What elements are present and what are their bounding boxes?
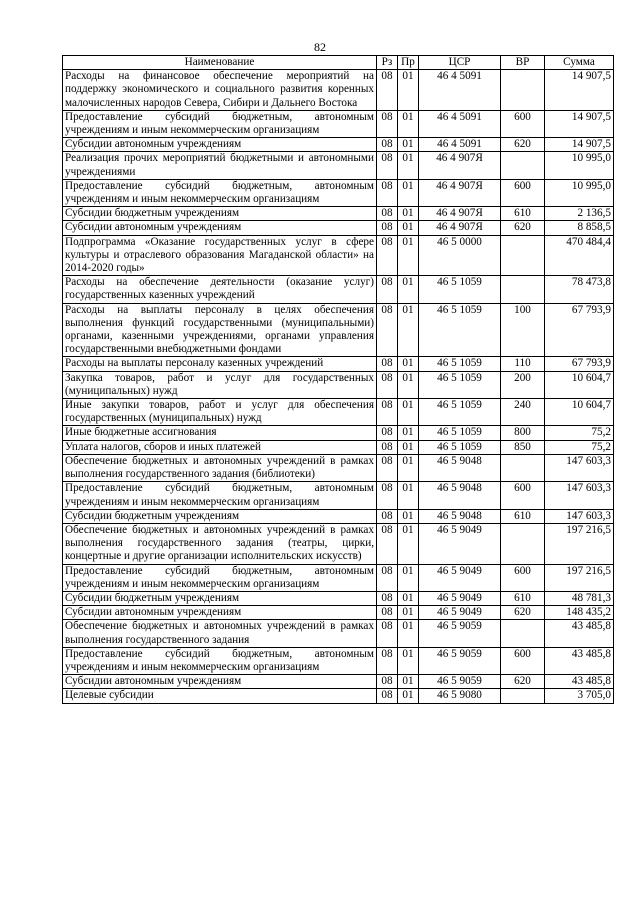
cell-rz: 08 xyxy=(377,675,398,689)
cell-pr: 01 xyxy=(398,179,419,206)
cell-rz: 08 xyxy=(377,138,398,152)
cell-name: Субсидии автономным учреждениям xyxy=(63,221,377,235)
header-vr: ВР xyxy=(501,56,545,70)
cell-vr: 100 xyxy=(501,303,545,357)
cell-rz: 08 xyxy=(377,591,398,605)
table-row xyxy=(63,235,614,276)
table-row xyxy=(63,675,614,689)
cell-rz: 08 xyxy=(377,179,398,206)
table-row xyxy=(63,303,614,357)
cell-pr: 01 xyxy=(398,523,419,564)
cell-rz: 08 xyxy=(377,564,398,591)
table-row xyxy=(63,454,614,481)
cell-sum: 147 603,3 xyxy=(545,509,614,523)
cell-rz: 08 xyxy=(377,235,398,276)
cell-csr: 46 5 9048 xyxy=(419,482,501,509)
cell-rz: 08 xyxy=(377,276,398,303)
cell-csr: 46 5 9049 xyxy=(419,523,501,564)
cell-name: Предоставление субсидий бюджетным, автономным учреждениям и иным некоммерческим организациям xyxy=(63,179,377,206)
cell-rz: 08 xyxy=(377,110,398,137)
cell-vr xyxy=(501,523,545,564)
cell-pr: 01 xyxy=(398,591,419,605)
cell-rz: 08 xyxy=(377,509,398,523)
table-row xyxy=(63,620,614,647)
cell-rz: 08 xyxy=(377,482,398,509)
cell-rz: 08 xyxy=(377,303,398,357)
cell-vr xyxy=(501,454,545,481)
table-row xyxy=(63,276,614,303)
table-row xyxy=(63,426,614,440)
cell-vr: 620 xyxy=(501,606,545,620)
cell-sum: 8 858,5 xyxy=(545,221,614,235)
cell-vr: 600 xyxy=(501,647,545,674)
cell-csr: 46 5 1059 xyxy=(419,440,501,454)
cell-vr: 240 xyxy=(501,399,545,426)
cell-sum: 48 781,3 xyxy=(545,591,614,605)
cell-sum: 43 485,8 xyxy=(545,647,614,674)
cell-csr: 46 5 1059 xyxy=(419,357,501,371)
cell-sum: 3 705,0 xyxy=(545,689,614,703)
cell-pr: 01 xyxy=(398,509,419,523)
cell-name: Целевые субсидии xyxy=(63,689,377,703)
cell-rz: 08 xyxy=(377,426,398,440)
cell-sum: 10 995,0 xyxy=(545,179,614,206)
cell-vr: 110 xyxy=(501,357,545,371)
cell-vr: 600 xyxy=(501,482,545,509)
cell-sum: 75,2 xyxy=(545,440,614,454)
cell-vr: 620 xyxy=(501,221,545,235)
cell-pr: 01 xyxy=(398,152,419,179)
cell-name: Субсидии бюджетным учреждениям xyxy=(63,509,377,523)
table-row xyxy=(63,221,614,235)
cell-sum: 78 473,8 xyxy=(545,276,614,303)
cell-pr: 01 xyxy=(398,689,419,703)
cell-csr: 46 5 9059 xyxy=(419,620,501,647)
table-row xyxy=(63,357,614,371)
cell-pr: 01 xyxy=(398,482,419,509)
cell-sum: 197 216,5 xyxy=(545,564,614,591)
cell-rz: 08 xyxy=(377,454,398,481)
cell-sum: 147 603,3 xyxy=(545,454,614,481)
table-row xyxy=(63,152,614,179)
cell-sum: 10 995,0 xyxy=(545,152,614,179)
cell-sum: 67 793,9 xyxy=(545,303,614,357)
cell-name: Субсидии автономным учреждениям xyxy=(63,138,377,152)
cell-vr xyxy=(501,276,545,303)
cell-sum: 470 484,4 xyxy=(545,235,614,276)
cell-csr: 46 5 0000 xyxy=(419,235,501,276)
cell-csr: 46 4 907Я xyxy=(419,207,501,221)
header-csr: ЦСР xyxy=(419,56,501,70)
budget-table xyxy=(62,55,614,704)
cell-csr: 46 5 1059 xyxy=(419,399,501,426)
table-row xyxy=(63,399,614,426)
cell-pr: 01 xyxy=(398,564,419,591)
cell-pr: 01 xyxy=(398,138,419,152)
header-pr: Пр xyxy=(398,56,419,70)
table-row xyxy=(63,70,614,111)
cell-csr: 46 5 9059 xyxy=(419,647,501,674)
cell-pr: 01 xyxy=(398,647,419,674)
header-row xyxy=(63,56,614,70)
cell-pr: 01 xyxy=(398,606,419,620)
cell-csr: 46 5 9080 xyxy=(419,689,501,703)
cell-name: Обеспечение бюджетных и автономных учреждений в рамках выполнения государственного задания (театры, цирки, концертные и другие организации исполнительских искусств) xyxy=(63,523,377,564)
cell-sum: 14 907,5 xyxy=(545,70,614,111)
cell-name: Расходы на выплаты персоналу казенных учреждений xyxy=(63,357,377,371)
header-rz: Рз xyxy=(377,56,398,70)
cell-name: Субсидии автономным учреждениям xyxy=(63,606,377,620)
cell-name: Субсидии автономным учреждениям xyxy=(63,675,377,689)
cell-pr: 01 xyxy=(398,426,419,440)
cell-csr: 46 4 907Я xyxy=(419,221,501,235)
table-row xyxy=(63,482,614,509)
cell-csr: 46 5 9049 xyxy=(419,606,501,620)
cell-rz: 08 xyxy=(377,523,398,564)
table-row xyxy=(63,440,614,454)
cell-name: Расходы на обеспечение деятельности (оказание услуг) государственных казенных учреждений xyxy=(63,276,377,303)
cell-pr: 01 xyxy=(398,235,419,276)
cell-csr: 46 5 9059 xyxy=(419,675,501,689)
cell-pr: 01 xyxy=(398,221,419,235)
cell-pr: 01 xyxy=(398,357,419,371)
header-name: Наименование xyxy=(63,56,377,70)
cell-vr: 600 xyxy=(501,179,545,206)
cell-csr: 46 4 5091 xyxy=(419,138,501,152)
cell-sum: 148 435,2 xyxy=(545,606,614,620)
cell-rz: 08 xyxy=(377,440,398,454)
header-sum: Сумма xyxy=(545,56,614,70)
cell-csr: 46 4 5091 xyxy=(419,110,501,137)
cell-name: Реализация прочих мероприятий бюджетными и автономными учреждениями xyxy=(63,152,377,179)
cell-pr: 01 xyxy=(398,207,419,221)
table-row xyxy=(63,371,614,398)
cell-sum: 43 485,8 xyxy=(545,675,614,689)
cell-pr: 01 xyxy=(398,371,419,398)
cell-pr: 01 xyxy=(398,454,419,481)
cell-name: Предоставление субсидий бюджетным, автономным учреждениям и иным некоммерческим организациям xyxy=(63,110,377,137)
table-row xyxy=(63,689,614,703)
cell-name: Предоставление субсидий бюджетным, автономным учреждениям и иным некоммерческим организациям xyxy=(63,482,377,509)
table-row xyxy=(63,509,614,523)
cell-vr xyxy=(501,235,545,276)
cell-vr xyxy=(501,620,545,647)
cell-sum: 14 907,5 xyxy=(545,110,614,137)
cell-pr: 01 xyxy=(398,399,419,426)
cell-vr: 200 xyxy=(501,371,545,398)
cell-sum: 14 907,5 xyxy=(545,138,614,152)
cell-rz: 08 xyxy=(377,207,398,221)
cell-sum: 67 793,9 xyxy=(545,357,614,371)
cell-vr: 800 xyxy=(501,426,545,440)
cell-csr: 46 5 1059 xyxy=(419,371,501,398)
cell-sum: 10 604,7 xyxy=(545,371,614,398)
cell-vr: 850 xyxy=(501,440,545,454)
cell-vr xyxy=(501,689,545,703)
cell-sum: 10 604,7 xyxy=(545,399,614,426)
table-row xyxy=(63,110,614,137)
cell-rz: 08 xyxy=(377,371,398,398)
cell-csr: 46 5 1059 xyxy=(419,303,501,357)
table-row xyxy=(63,523,614,564)
cell-name: Расходы на финансовое обеспечение мероприятий на поддержку экономического и социального развития коренных малочисленных народов Севера, Сибири и Дальнего Востока xyxy=(63,70,377,111)
cell-csr: 46 4 907Я xyxy=(419,152,501,179)
table-row xyxy=(63,606,614,620)
cell-name: Закупка товаров, работ и услуг для государственных (муниципальных) нужд xyxy=(63,371,377,398)
cell-name: Иные закупки товаров, работ и услуг для обеспечения государственных (муниципальных) нужд xyxy=(63,399,377,426)
cell-vr: 600 xyxy=(501,110,545,137)
cell-pr: 01 xyxy=(398,440,419,454)
cell-rz: 08 xyxy=(377,399,398,426)
cell-name: Обеспечение бюджетных и автономных учреждений в рамках выполнения государственного задания (библиотеки) xyxy=(63,454,377,481)
cell-rz: 08 xyxy=(377,152,398,179)
cell-csr: 46 5 9048 xyxy=(419,509,501,523)
cell-name: Субсидии бюджетным учреждениям xyxy=(63,207,377,221)
cell-csr: 46 5 1059 xyxy=(419,426,501,440)
cell-name: Уплата налогов, сборов и иных платежей xyxy=(63,440,377,454)
cell-sum: 147 603,3 xyxy=(545,482,614,509)
cell-name: Предоставление субсидий бюджетным, автономным учреждениям и иным некоммерческим организациям xyxy=(63,564,377,591)
cell-vr: 610 xyxy=(501,509,545,523)
cell-vr: 600 xyxy=(501,564,545,591)
cell-vr xyxy=(501,70,545,111)
cell-name: Иные бюджетные ассигнования xyxy=(63,426,377,440)
cell-csr: 46 5 9049 xyxy=(419,591,501,605)
table-row xyxy=(63,647,614,674)
cell-sum: 75,2 xyxy=(545,426,614,440)
cell-vr: 610 xyxy=(501,591,545,605)
cell-rz: 08 xyxy=(377,606,398,620)
cell-pr: 01 xyxy=(398,276,419,303)
table-row xyxy=(63,591,614,605)
cell-pr: 01 xyxy=(398,675,419,689)
cell-sum: 2 136,5 xyxy=(545,207,614,221)
cell-pr: 01 xyxy=(398,303,419,357)
cell-csr: 46 5 1059 xyxy=(419,276,501,303)
cell-pr: 01 xyxy=(398,70,419,111)
cell-sum: 43 485,8 xyxy=(545,620,614,647)
table-row xyxy=(63,138,614,152)
cell-vr: 620 xyxy=(501,675,545,689)
cell-vr: 610 xyxy=(501,207,545,221)
cell-rz: 08 xyxy=(377,357,398,371)
cell-pr: 01 xyxy=(398,110,419,137)
cell-pr: 01 xyxy=(398,620,419,647)
cell-rz: 08 xyxy=(377,221,398,235)
cell-name: Расходы на выплаты персоналу в целях обеспечения выполнения функций государственными (муниципальными) органами, казенными учреждениями, органами управления государственными внебюджетными фондами xyxy=(63,303,377,357)
cell-rz: 08 xyxy=(377,620,398,647)
cell-rz: 08 xyxy=(377,647,398,674)
cell-vr: 620 xyxy=(501,138,545,152)
table-row xyxy=(63,207,614,221)
page-number: 82 xyxy=(314,40,326,54)
table-row xyxy=(63,179,614,206)
cell-name: Обеспечение бюджетных и автономных учреждений в рамках выполнения государственного задания xyxy=(63,620,377,647)
cell-name: Предоставление субсидий бюджетным, автономным учреждениям и иным некоммерческим организациям xyxy=(63,647,377,674)
table-row xyxy=(63,564,614,591)
cell-name: Подпрограмма «Оказание государственных услуг в сфере культуры и отраслевого образования Магаданской области» на 2014-2020 годы» xyxy=(63,235,377,276)
cell-csr: 46 4 5091 xyxy=(419,70,501,111)
cell-name: Субсидии бюджетным учреждениям xyxy=(63,591,377,605)
cell-csr: 46 4 907Я xyxy=(419,179,501,206)
cell-rz: 08 xyxy=(377,689,398,703)
cell-sum: 197 216,5 xyxy=(545,523,614,564)
cell-csr: 46 5 9048 xyxy=(419,454,501,481)
cell-csr: 46 5 9049 xyxy=(419,564,501,591)
cell-rz: 08 xyxy=(377,70,398,111)
cell-vr xyxy=(501,152,545,179)
